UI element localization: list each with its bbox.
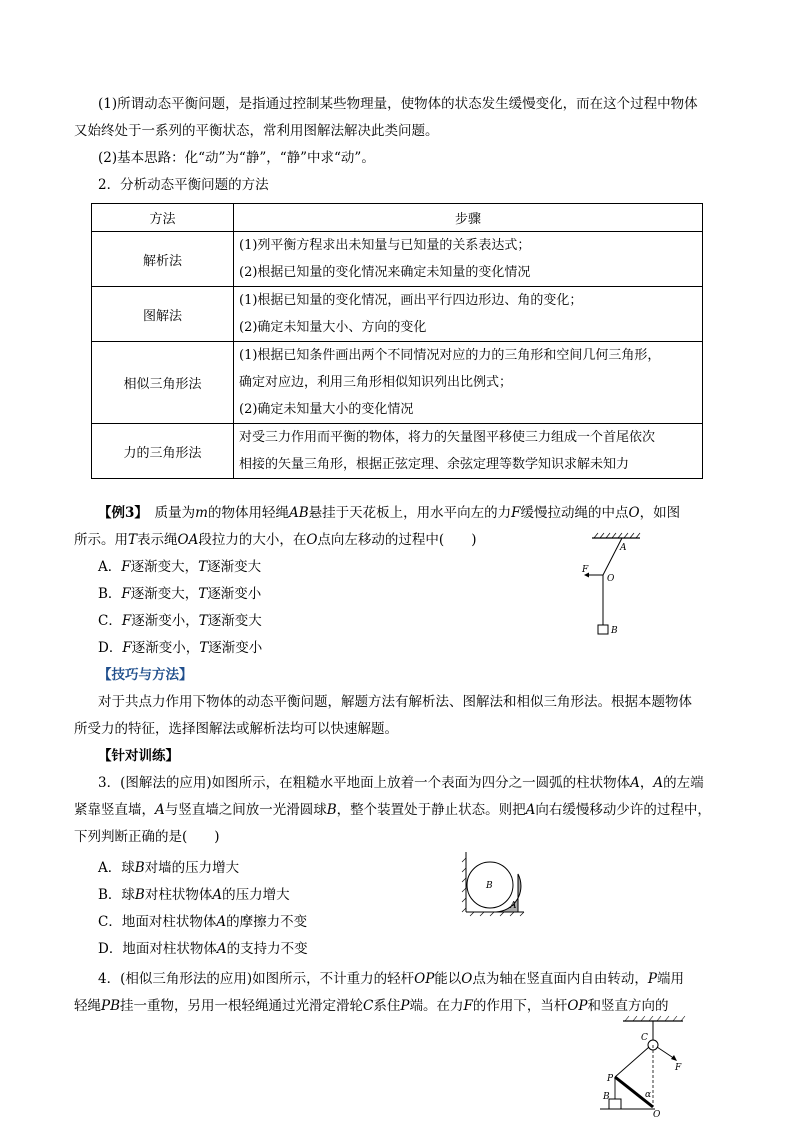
question-3-figure (460, 850, 530, 915)
steps-cell (234, 287, 703, 342)
step-line: (2)确定未知量大小的变化情况 (239, 402, 414, 417)
tips-line-1: 对于共点力作用下物体的动态平衡问题，解题方法有解析法、图解法和相似三角形法。根据本题物体 (98, 694, 692, 710)
question-3-line-3: 下列判断正确的是( ) (74, 829, 220, 845)
table-row (92, 424, 703, 479)
option-b: B．F逐渐变大，T逐渐变小 (98, 586, 262, 602)
question-3-line-1: 3．(图解法的应用)如图所示，在粗糙水平地面上放着一个表面为四分之一圆弧的柱状物体A，A的左端 (98, 775, 704, 791)
method-cell: 相似三角形法 (92, 342, 234, 424)
question-4-line-2: 轻绳PB挂一重物，另用一根轻绳通过光滑定滑轮C系住P端。在力F的作用下，当杆OP和竖直方向的 (74, 998, 669, 1014)
section-heading: 2．分析动态平衡问题的方法 (98, 177, 269, 193)
question-4-line-1: 4．(相似三角形法的应用)如图所示，不计重力的轻杆OP能以O点为轴在竖直面内自由转动，P端用 (98, 971, 684, 987)
step-line: 相接的矢量三角形，根据正弦定理、余弦定理等数学知识求解未知力 (239, 457, 630, 472)
q3-option-a: A．球B对墙的压力增大 (98, 860, 240, 876)
intro-paragraph-2: (2)基本思路：化“动”为“静”，“静”中求“动”。 (98, 150, 375, 166)
fig-label-c: C (641, 1033, 648, 1043)
method-cell: 图解法 (92, 287, 234, 342)
table-row (92, 232, 703, 287)
fig-label-b: B (603, 1092, 610, 1102)
example-3-line-2: 所示。用T表示绳OA段拉力的大小，在O点向左移动的过程中( ) (74, 532, 477, 548)
table-row (92, 342, 703, 424)
fig-label-o: O (607, 574, 615, 584)
q3-option-c: C．地面对柱状物体A的摩擦力不变 (98, 914, 308, 930)
q3-option-d: D．地面对柱状物体A的支持力不变 (98, 941, 308, 957)
question-4-figure (595, 1015, 695, 1120)
fig-label-f: F (675, 1063, 682, 1073)
step-line: (2)确定未知量大小、方向的变化 (239, 320, 427, 335)
fig-label-b: B (611, 626, 618, 636)
tips-line-2: 所受力的特征，选择图解法或解析法均可以快速解题。 (74, 721, 398, 737)
method-cell: 力的三角形法 (92, 424, 234, 479)
training-heading: 【针对训练】 (98, 748, 179, 764)
table-header-row (92, 204, 703, 232)
table-header-method: 方法 (92, 204, 234, 232)
steps-cell (234, 232, 703, 287)
table-row (92, 287, 703, 342)
step-line: 确定对应边，利用三角形相似知识列出比例式； (239, 375, 513, 390)
steps-cell (234, 424, 703, 479)
option-c: C．F逐渐变小，T逐渐变大 (98, 613, 262, 629)
step-line: (2)根据已知量的变化情况来确定未知量的变化情况 (239, 265, 531, 280)
intro-paragraph-1-line-1: (1)所谓动态平衡问题，是指通过控制某些物理量，使物体的状态发生缓慢变化，而在这个过程中物体 (98, 96, 698, 112)
table-header-steps: 步骤 (234, 204, 703, 232)
fig-label-block-a: A (510, 901, 517, 911)
example-tag: 【例3】 (98, 505, 142, 521)
question-3-line-2: 紧靠竖直墙，A与竖直墙之间放一光滑圆球B，整个装置处于静止状态。则把A向右缓慢移动少许的过程中， (74, 802, 711, 818)
fig-label-p: P (607, 1074, 614, 1084)
example-3-figure (570, 530, 650, 645)
tips-heading: 【技巧与方法】 (98, 667, 193, 683)
step-line: 对受三力作用而平衡的物体，将力的矢量图平移使三力组成一个首尾依次 (239, 430, 656, 445)
fig-label-ball-b: B (486, 881, 493, 891)
q3-option-b: B．球B对柱状物体A的压力增大 (98, 887, 290, 903)
method-cell: 解析法 (92, 232, 234, 287)
fig-label-a: A (620, 543, 627, 553)
methods-table (91, 203, 703, 479)
fig-label-alpha: α (645, 1090, 652, 1100)
fig-label-f: F (582, 565, 589, 575)
option-d: D．F逐渐变小，T逐渐变小 (98, 640, 263, 656)
step-line: (1)列平衡方程求出未知量与已知量的关系表达式； (239, 238, 531, 253)
option-a: A．F逐渐变大，T逐渐变大 (98, 559, 262, 575)
fig-label-o: O (653, 1110, 661, 1120)
intro-paragraph-1-line-2: 又始终处于一系列的平衡状态，常利用图解法解决此类问题。 (74, 123, 439, 139)
steps-cell (234, 342, 703, 424)
step-line: (1)根据已知条件画出两个不同情况对应的力的三角形和空间几何三角形， (239, 348, 661, 363)
step-line: (1)根据已知量的变化情况，画出平行四边形边、角的变化； (239, 293, 583, 308)
example-3-line-1: 【例3】 质量为m的物体用轻绳AB悬挂于天花板上，用水平向左的力F缓慢拉动绳的中点O，如图 (98, 505, 681, 521)
